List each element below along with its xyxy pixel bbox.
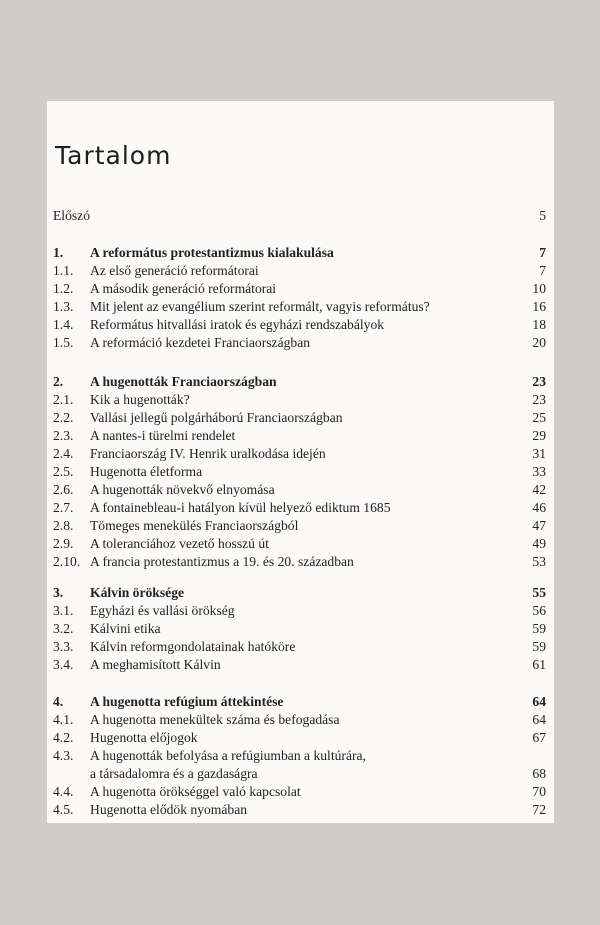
- toc-page-number: 31: [532, 446, 546, 461]
- section-number: 4.4.: [53, 784, 74, 799]
- toc-page-number: 68: [532, 766, 546, 781]
- toc-section: [47, 801, 554, 819]
- section-number: 2.8.: [53, 518, 74, 533]
- section-title: Egyházi és vallási örökség: [90, 603, 235, 618]
- section-number: 2.2.: [53, 410, 74, 425]
- section-title: Mit jelent az evangélium szerint reformált, vagyis református?: [90, 299, 430, 314]
- toc-page-number: 23: [532, 374, 546, 389]
- toc-page-number: 47: [532, 518, 546, 533]
- section-number: 2.4.: [53, 446, 74, 461]
- toc-preface: [47, 207, 554, 225]
- toc-page-number: 23: [532, 392, 546, 407]
- section-number: 4.2.: [53, 730, 74, 745]
- section-number: 2.7.: [53, 500, 74, 515]
- toc-page-number: 16: [532, 299, 546, 314]
- section-title: Kik a hugenották?: [90, 392, 190, 407]
- toc-chapter: [47, 373, 554, 391]
- toc-page-number: 53: [532, 554, 546, 569]
- toc-section: [47, 334, 554, 352]
- section-number: 3.2.: [53, 621, 74, 636]
- section-number: 4.5.: [53, 802, 74, 817]
- toc-section: [47, 463, 554, 481]
- toc-section: [47, 316, 554, 334]
- section-title: Az első generáció reformátorai: [90, 263, 259, 278]
- toc-page-number: 7: [539, 245, 546, 260]
- toc-page-number: 25: [532, 410, 546, 425]
- section-title: Franciaország IV. Henrik uralkodása idején: [90, 446, 326, 461]
- toc-section: [47, 409, 554, 427]
- section-title: Református hitvallási iratok és egyházi rendszabályok: [90, 317, 385, 332]
- toc-page-number: 72: [532, 802, 546, 817]
- toc-section: [47, 656, 554, 674]
- chapter-title: A református protestantizmus kialakulása: [90, 245, 334, 260]
- section-title: A meghamisított Kálvin: [90, 657, 221, 672]
- toc-page-number: 55: [532, 585, 546, 600]
- book-page: [47, 101, 554, 823]
- section-title: Kálvini etika: [90, 621, 161, 636]
- toc-page-number: 33: [532, 464, 546, 479]
- toc-section: [47, 262, 554, 280]
- toc-page-number: 59: [532, 639, 546, 654]
- section-title: A francia protestantizmus a 19. és 20. században: [90, 554, 354, 569]
- section-title: Hugenotta előjogok: [90, 730, 198, 745]
- section-number: 2.3.: [53, 428, 74, 443]
- toc-section-continued: [47, 765, 554, 783]
- section-title: Tömeges menekülés Franciaországból: [90, 518, 299, 533]
- toc-section: [47, 298, 554, 316]
- toc-page-number: 56: [532, 603, 546, 618]
- toc-page-number: 59: [532, 621, 546, 636]
- toc-section: [47, 729, 554, 747]
- toc-page-number: 70: [532, 784, 546, 799]
- toc-section: [47, 747, 554, 765]
- section-title: A nantes-i türelmi rendelet: [90, 428, 236, 443]
- section-title: A hugenotta menekültek száma és befogadása: [90, 712, 340, 727]
- toc-page-number: 61: [532, 657, 546, 672]
- page-title: Tartalom: [55, 141, 172, 170]
- section-number: 1.3.: [53, 299, 74, 314]
- toc-section: [47, 499, 554, 517]
- toc-section: [47, 427, 554, 445]
- toc-page-number: 5: [539, 208, 546, 223]
- toc-chapter: [47, 693, 554, 711]
- section-title: A hugenották befolyása a refúgiumban a kultúrára,: [90, 748, 366, 763]
- toc-section: [47, 602, 554, 620]
- toc-section: [47, 638, 554, 656]
- section-title-continued: a társadalomra és a gazdaságra: [90, 766, 258, 781]
- section-title: Hugenotta elődök nyomában: [90, 802, 248, 817]
- section-number: 4.1.: [53, 712, 74, 727]
- toc-section: [47, 481, 554, 499]
- toc-entry-label: Előszó: [53, 208, 90, 223]
- toc-page-number: 10: [532, 281, 546, 296]
- chapter-title: A hugenották Franciaországban: [90, 374, 277, 389]
- toc-section: [47, 280, 554, 298]
- section-number: 3.3.: [53, 639, 74, 654]
- toc-section: [47, 553, 554, 571]
- toc-page-number: 67: [532, 730, 546, 745]
- toc-chapter: [47, 584, 554, 602]
- toc-section: [47, 783, 554, 801]
- section-number: 1.1.: [53, 263, 74, 278]
- section-number: 2.6.: [53, 482, 74, 497]
- toc-page-number: 49: [532, 536, 546, 551]
- section-number: 3.1.: [53, 603, 74, 618]
- section-title: Kálvin reformgondolatainak hatóköre: [90, 639, 296, 654]
- toc-page-number: 20: [532, 335, 546, 350]
- section-number: 2.5.: [53, 464, 74, 479]
- toc-page-number: 64: [532, 694, 546, 709]
- section-number: 2.10.: [53, 554, 81, 569]
- section-title: A második generáció reformátorai: [90, 281, 277, 296]
- toc-section: [47, 535, 554, 553]
- toc-section: [47, 620, 554, 638]
- section-title: A toleranciához vezető hosszú út: [90, 536, 269, 551]
- section-title: Hugenotta életforma: [90, 464, 203, 479]
- chapter-number: 4.: [53, 694, 64, 709]
- toc-section: [47, 445, 554, 463]
- toc-section: [47, 711, 554, 729]
- section-number: 1.2.: [53, 281, 74, 296]
- chapter-number: 3.: [53, 585, 64, 600]
- section-title: Vallási jellegű polgárháború Franciaországban: [90, 410, 343, 425]
- chapter-number: 1.: [53, 245, 64, 260]
- section-number: 1.5.: [53, 335, 74, 350]
- toc-chapter: [47, 244, 554, 262]
- toc-section: [47, 517, 554, 535]
- toc-page-number: 29: [532, 428, 546, 443]
- section-number: 4.3.: [53, 748, 74, 763]
- section-title: A reformáció kezdetei Franciaországban: [90, 335, 311, 350]
- chapter-title: Kálvin öröksége: [90, 585, 185, 600]
- section-title: A fontainebleau-i hatályon kívül helyező ediktum 1685: [90, 500, 391, 515]
- toc-page-number: 46: [532, 500, 546, 515]
- toc-section: [47, 391, 554, 409]
- section-number: 1.4.: [53, 317, 74, 332]
- toc-page-number: 7: [539, 263, 546, 278]
- chapter-title: A hugenotta refúgium áttekintése: [90, 694, 284, 709]
- section-number: 2.9.: [53, 536, 74, 551]
- section-number: 3.4.: [53, 657, 74, 672]
- section-number: 2.1.: [53, 392, 74, 407]
- section-title: A hugenotta örökséggel való kapcsolat: [90, 784, 301, 799]
- section-title: A hugenották növekvő elnyomása: [90, 482, 275, 497]
- chapter-number: 2.: [53, 374, 64, 389]
- toc-page-number: 64: [532, 712, 546, 727]
- toc-page-number: 18: [532, 317, 546, 332]
- toc-page-number: 42: [532, 482, 546, 497]
